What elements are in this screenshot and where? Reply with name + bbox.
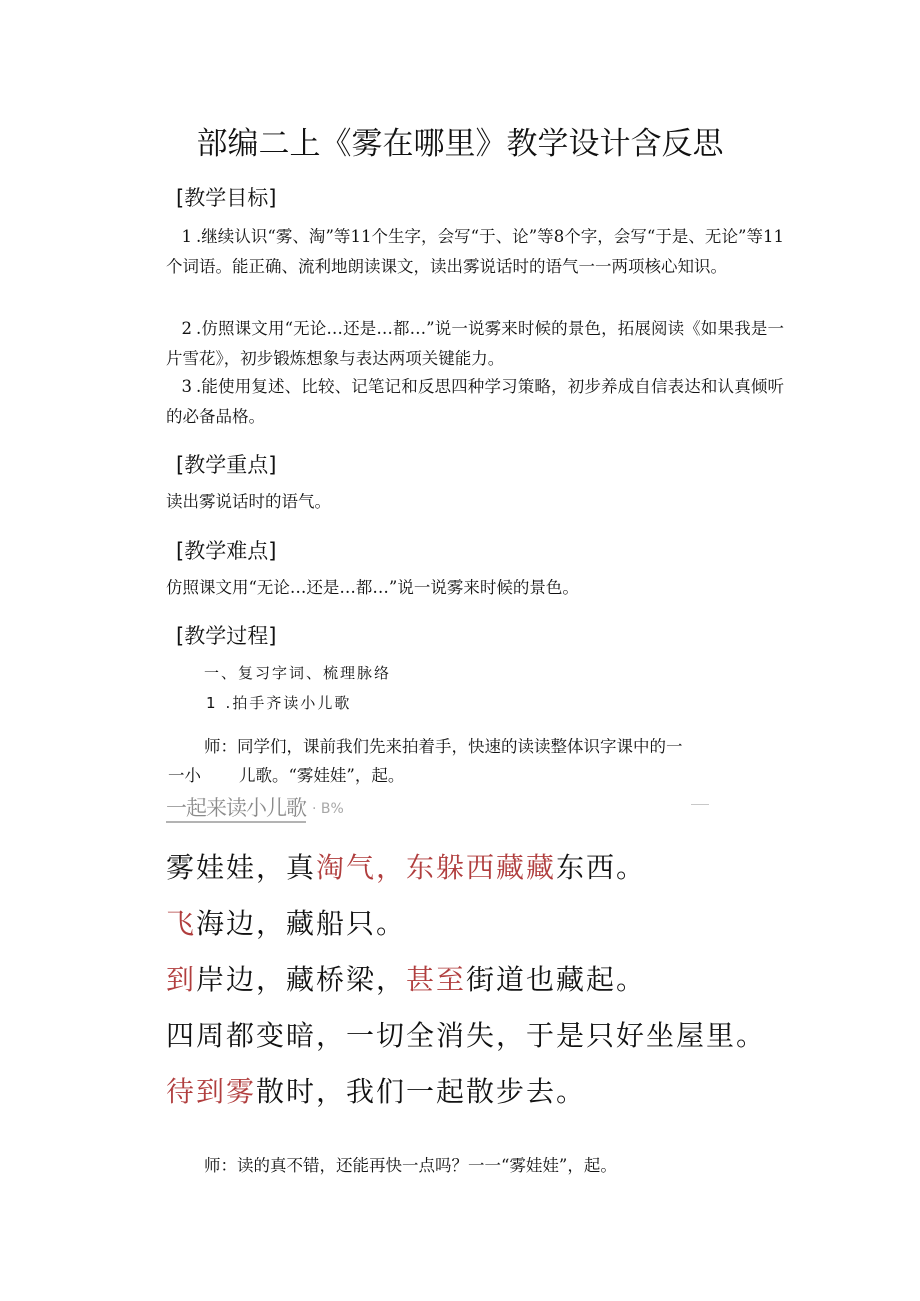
teacher-line-3: 师：读的真不错，还能再快一点吗？一一“雾娃娃”，起。 (204, 1156, 617, 1175)
poem-banner (166, 792, 706, 822)
process-heading: [教学过程] (176, 624, 277, 648)
key-point-text: 读出雾说话时的语气。 (166, 492, 331, 511)
poem-text: 四周都变暗，一切全消失，于是只好坐屋里。 (166, 1019, 767, 1052)
poem-line (166, 846, 646, 886)
banner-tag: · B% (312, 801, 344, 817)
goal-number: 3 (181, 377, 192, 396)
teacher-line-2 (168, 762, 404, 786)
goal-text: .能使用复述、比较、记笔记和反思四种学习策略，初步养成自信表达和认真倾听的必备品格。 (166, 377, 784, 426)
goal-item-1 (166, 222, 784, 282)
goals-heading: [教学目标] (176, 186, 277, 210)
goal-number: 2 (181, 319, 192, 338)
poem-highlight: 甚至 (406, 963, 467, 996)
poem-line (166, 1070, 586, 1110)
poem-text: 雾娃娃，真 (166, 851, 317, 884)
goal-text: .仿照课文用“无论…还是…都…”说一说雾来时候的景色，拓展阅读《如果我是一片雪花》，初步锻炼想象与表达两项关键能力。 (166, 319, 784, 368)
step-heading (206, 692, 351, 713)
poem-highlight: 待到雾 (166, 1075, 257, 1108)
poem-line (166, 902, 406, 942)
poem-line (166, 1014, 766, 1054)
poem-text: 街道也藏起。 (466, 963, 647, 996)
difficulty-text: 仿照课文用“无论…还是…都…”说一说雾来时候的景色。 (166, 578, 579, 597)
key-point-heading: [教学重点] (176, 453, 277, 477)
poem-highlight: 飞 (166, 907, 197, 940)
teacher-line-2-end: 儿歌。“雾娃娃”，起。 (239, 766, 405, 785)
poem-highlight: 淘气，东躲西藏藏 (316, 851, 557, 884)
goal-number: 1 (181, 227, 192, 246)
poem-highlight: 到 (166, 963, 197, 996)
poem-text: 散时，我们一起散步去。 (256, 1075, 587, 1108)
poem-text: 岸边，藏桥梁， (196, 963, 407, 996)
poem-text: 东西。 (556, 851, 647, 884)
goal-text: .继续认识“雾、淘”等11个生字，会写“于、论”等8个字，会写“于是、无论”等11个词语。能正确、流利地朗读课文，读出雾说话时的语气一一两项核心知识。 (166, 227, 784, 276)
document-title: 部编二上《雾在哪里》教学设计含反思 (196, 126, 724, 162)
difficulty-heading: [教学难点] (176, 539, 277, 563)
step-number: 1 (206, 694, 218, 712)
section-heading: 一、复习字词、梳理脉络 (204, 664, 392, 682)
banner-divider (691, 804, 709, 805)
goal-item-3 (166, 372, 784, 432)
goal-item-2 (166, 314, 784, 374)
step-text: .拍手齐读小儿歌 (225, 694, 352, 712)
teacher-line-2-start: 一小 (168, 766, 201, 785)
poem-text: 海边，藏船只。 (196, 907, 407, 940)
teacher-line-1: 师：同学们，课前我们先来拍着手，快速的读读整体识字课中的一 (204, 737, 683, 756)
banner-title: 一起来读小儿歌 (166, 796, 306, 823)
poem-line (166, 958, 646, 998)
